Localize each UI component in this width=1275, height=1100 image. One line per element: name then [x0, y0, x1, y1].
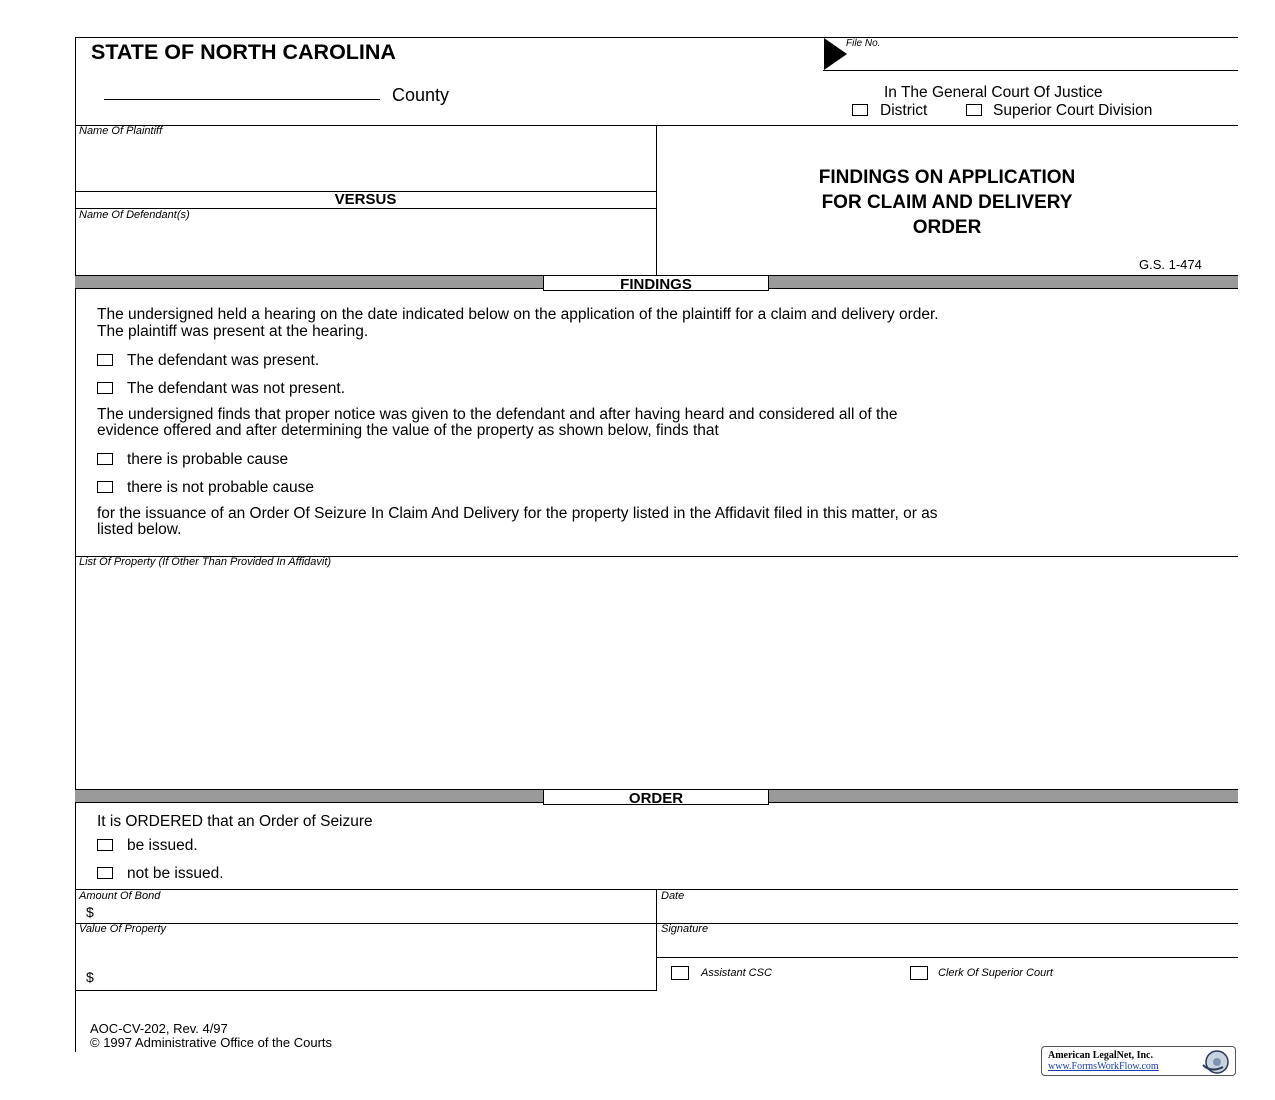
value-of-property-input[interactable]	[98, 967, 648, 985]
issuance-line2: listed below.	[97, 521, 182, 538]
value-of-property-label: Value Of Property	[79, 923, 167, 935]
findings-finds-line2: evidence offered and after determining the value of the property as shown below, finds that	[97, 422, 719, 439]
form-number: AOC-CV-202, Rev. 4/97	[90, 1021, 228, 1036]
assistant-csc-checkbox[interactable]	[671, 966, 689, 980]
amount-of-bond-input[interactable]	[98, 903, 648, 921]
signature-line	[656, 957, 1238, 958]
amount-of-bond-label: Amount Of Bond	[79, 890, 161, 902]
clerk-superior-label: Clerk Of Superior Court	[938, 967, 1053, 979]
file-box-top	[823, 37, 1238, 38]
findings-intro-line1: The undersigned held a hearing on the date indicated below on the application of the plaintiff for a claim and delivery order.	[97, 306, 939, 323]
not-be-issued-checkbox[interactable]	[97, 867, 113, 879]
county-input[interactable]	[104, 80, 380, 100]
value-row-top	[75, 923, 1238, 924]
brand-badge[interactable]	[1041, 1046, 1236, 1076]
bond-dollar-sign: $	[86, 904, 94, 920]
findings-finds-line1: The undersigned finds that proper notice was given to the defendant and after having heard and considered all of the	[97, 406, 898, 423]
left-border	[75, 37, 76, 990]
not-probable-cause-checkbox[interactable]	[97, 481, 113, 493]
versus-label: VERSUS	[334, 191, 397, 208]
file-no-input[interactable]	[848, 50, 1228, 68]
statute-reference: G.S. 1-474	[1139, 257, 1202, 272]
defendant-present-checkbox[interactable]	[97, 354, 113, 366]
assistant-csc-label: Assistant CSC	[701, 967, 772, 979]
form-title-line2: FOR CLAIM AND DELIVERY	[821, 192, 1073, 213]
top-border	[75, 37, 825, 38]
probable-cause-label: there is probable cause	[127, 451, 289, 468]
county-label: County	[392, 85, 450, 105]
globe-icon	[1200, 1049, 1232, 1075]
form-title-line1: FINDINGS ON APPLICATION	[818, 167, 1076, 188]
date-label: Date	[661, 890, 685, 902]
district-label: District	[880, 102, 928, 119]
district-checkbox[interactable]	[852, 104, 868, 116]
clerk-superior-checkbox[interactable]	[910, 966, 928, 980]
bottom-grid-divider	[656, 889, 657, 990]
value-dollar-sign: $	[86, 969, 94, 985]
not-be-issued-label: not be issued.	[127, 865, 224, 882]
defendant-name-input[interactable]	[80, 228, 650, 268]
property-list-textarea[interactable]	[80, 574, 1230, 782]
probable-cause-checkbox[interactable]	[97, 453, 113, 465]
copyright: © 1997 Administrative Office of the Courts	[90, 1035, 333, 1050]
defendant-present-label: The defendant was present.	[127, 352, 320, 369]
form-title	[657, 165, 1237, 240]
left-border-footer	[75, 990, 76, 1052]
state-title: STATE OF NORTH CAROLINA	[91, 40, 396, 64]
file-no-label: File No.	[846, 38, 881, 49]
defendant-not-present-checkbox[interactable]	[97, 382, 113, 394]
findings-intro-line2: The plaintiff was present at the hearing.	[97, 323, 369, 340]
plaintiff-name-input[interactable]	[80, 145, 650, 185]
brand-url[interactable]: www.FormsWorkFlow.com	[1048, 1061, 1159, 1072]
form-title-line3: ORDER	[912, 217, 982, 238]
be-issued-label: be issued.	[127, 837, 198, 854]
signature-label: Signature	[661, 923, 709, 935]
issuance-line1: for the issuance of an Order Of Seizure In Claim And Delivery for the property listed in the Affidavit filed in this matter, or as	[97, 505, 938, 522]
file-box-bottom	[823, 70, 1238, 71]
defendant-not-present-label: The defendant was not present.	[127, 380, 346, 397]
date-input[interactable]	[662, 903, 1232, 921]
court-title: In The General Court Of Justice	[884, 84, 1103, 101]
brand-name: American LegalNet, Inc.	[1048, 1050, 1153, 1061]
signature-input[interactable]	[662, 937, 1232, 955]
be-issued-checkbox[interactable]	[97, 839, 113, 851]
bottom-grid-bottom	[75, 990, 657, 991]
order-heading: ORDER	[543, 789, 769, 805]
plaintiff-label: Name Of Plaintiff	[79, 125, 163, 137]
superior-court-label: Superior Court Division	[993, 102, 1153, 119]
findings-heading: FINDINGS	[543, 275, 769, 291]
property-list-label: List Of Property (If Other Than Provided In Affidavit)	[79, 556, 332, 568]
ordered-text: It is ORDERED that an Order of Seizure	[97, 813, 373, 830]
superior-court-checkbox[interactable]	[966, 104, 982, 116]
not-probable-cause-label: there is not probable cause	[127, 479, 314, 496]
defendant-label: Name Of Defendant(s)	[79, 209, 190, 221]
